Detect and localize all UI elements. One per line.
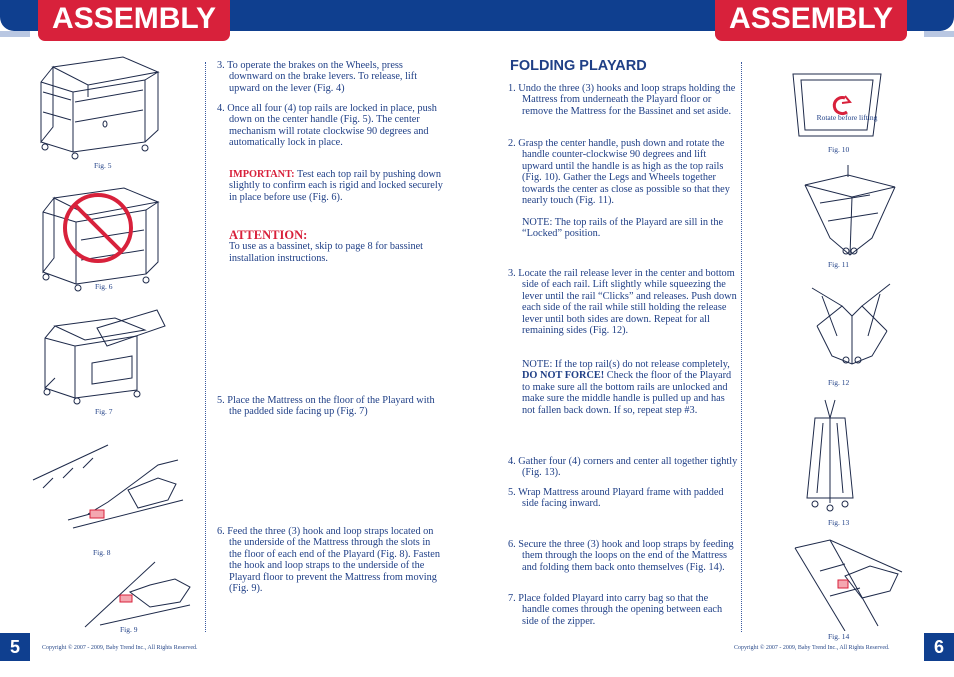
figure-14-secure-straps-illustration: [790, 536, 905, 631]
figure-12-label: Fig. 12: [828, 378, 850, 387]
figure-9-fasten-illustration: [80, 557, 195, 632]
assembly-title-left: ASSEMBLY: [38, 0, 230, 41]
page-number-right: 6: [924, 633, 954, 661]
right-step-3: 3. Locate the rail release lever in the center and bottom side of each rail. Lift slightly while squeezing the lever until the rail “Clicks” and releases. Push down each side of the rail while still holding the release lever until both sides are down. Repeat for all remaining sides (Fig. 12).: [508, 268, 737, 337]
important-text: Test each top rail by pushing down slightly to confirm each is rigid and locked securely in place before use (Fig. 6).: [229, 169, 443, 203]
do-not-force-text: DO NOT FORCE!: [522, 370, 605, 382]
important-note: [229, 169, 443, 203]
divider-left: [205, 62, 206, 632]
figure-11-label: Fig. 11: [828, 260, 849, 269]
figure-10-caption: Rotate before lifting: [816, 113, 878, 122]
left-step-3: 3. To operate the brakes on the Wheels, press downward on the brake levers. To release, lift upward on the lever (Fig. 4): [217, 60, 418, 94]
figure-6-incorrect-illustration: [36, 180, 176, 298]
page-number-left: 5: [0, 633, 30, 661]
figure-5-playard-illustration: [33, 52, 168, 164]
attention-note: [229, 230, 443, 264]
header-shade-left: [0, 31, 30, 37]
figure-7-mattress-illustration: [37, 308, 167, 408]
divider-right: [741, 62, 742, 632]
assembly-title-right: ASSEMBLY: [715, 0, 907, 41]
figure-14-label: Fig. 14: [828, 632, 850, 641]
figure-6-label: Fig. 6: [95, 282, 113, 291]
figure-8-strap-illustration: [28, 440, 188, 550]
figure-11-gather-legs-illustration: [800, 163, 900, 258]
attention-text: To use as a bassinet, skip to page 8 for bassinet installation instructions.: [229, 241, 424, 264]
copyright-right: Copyright © 2007 - 2009, Baby Trend Inc., All Rights Reserved.: [734, 645, 890, 651]
right-step-2: 2. Grasp the center handle, push down and rotate the handle counter-clockwise 90 degrees and lift upward until the handle is as high as the top rails (Fig. 10). Gather the Legs and Wheels together towards the center as close as possible so that they nearly touch (Fig. 11).: [508, 138, 730, 207]
figure-7-label: Fig. 7: [95, 407, 113, 416]
folding-playard-heading: FOLDING PLAYARD: [510, 58, 647, 74]
copyright-left: Copyright © 2007 - 2009, Baby Trend Inc., All Rights Reserved.: [42, 645, 198, 651]
figure-12-release-rail-illustration: [802, 276, 900, 368]
right-note-1: NOTE: The top rails of the Playard are sill in the “Locked” position.: [522, 217, 724, 240]
left-step-5: 5. Place the Mattress on the floor of the Playard with the padded side facing up (Fig. 7): [217, 395, 435, 418]
right-step-4: 4. Gather four (4) corners and center all together tightly (Fig. 13).: [508, 456, 738, 479]
left-step-6: 6. Feed the three (3) hook and loop straps located on the underside of the Mattress through the slots in the floor of each end of the Playard (Fig. 8). Fasten the hook and loop straps to the underside of the Playard floor to prevent the Mattress from moving (Fig. 9).: [217, 526, 441, 595]
figure-9-label: Fig. 9: [120, 625, 138, 634]
right-note-2: NOTE: If the top rail(s) do not release completely, DO NOT FORCE! Check the floor of the Playard to make sure all the bottom rails are unlocked and make sure the middle handle is pulled up and has not fallen back down. If so, repeat step #3.: [522, 359, 732, 416]
left-step-4: 4. Once all four (4) top rails are locked in place, push down on the center handle (Fig. 5). The center mechanism will rotate clockwise 90 degrees and automatically lock in place.: [217, 103, 437, 149]
figure-13-gather-corners-illustration: [805, 398, 855, 516]
attention-label: ATTENTION:: [229, 228, 308, 242]
figure-8-label: Fig. 8: [93, 548, 111, 557]
figure-13-label: Fig. 13: [828, 518, 850, 527]
right-step-6: 6. Secure the three (3) hook and loop straps by feeding them through the loops on the end of the Mattress and folding them back onto themselves (Fig. 14).: [508, 539, 734, 573]
figure-10-label: Fig. 10: [828, 145, 850, 154]
important-label: IMPORTANT:: [229, 169, 295, 180]
right-step-7: 7. Place folded Playard into carry bag so that the handle comes through the opening between each side of the zipper.: [508, 593, 723, 627]
figure-10-rotate-handle-illustration: [787, 66, 887, 144]
right-step-5: 5. Wrap Mattress around Playard frame with padded side facing inward.: [508, 487, 724, 510]
right-step-1: 1. Undo the three (3) hooks and loop straps holding the Mattress from underneath the Playard floor or remove the Mattress for the Bassinet and set aside.: [508, 83, 736, 117]
figure-5-label: Fig. 5: [94, 161, 112, 170]
header-shade-right: [924, 31, 954, 37]
